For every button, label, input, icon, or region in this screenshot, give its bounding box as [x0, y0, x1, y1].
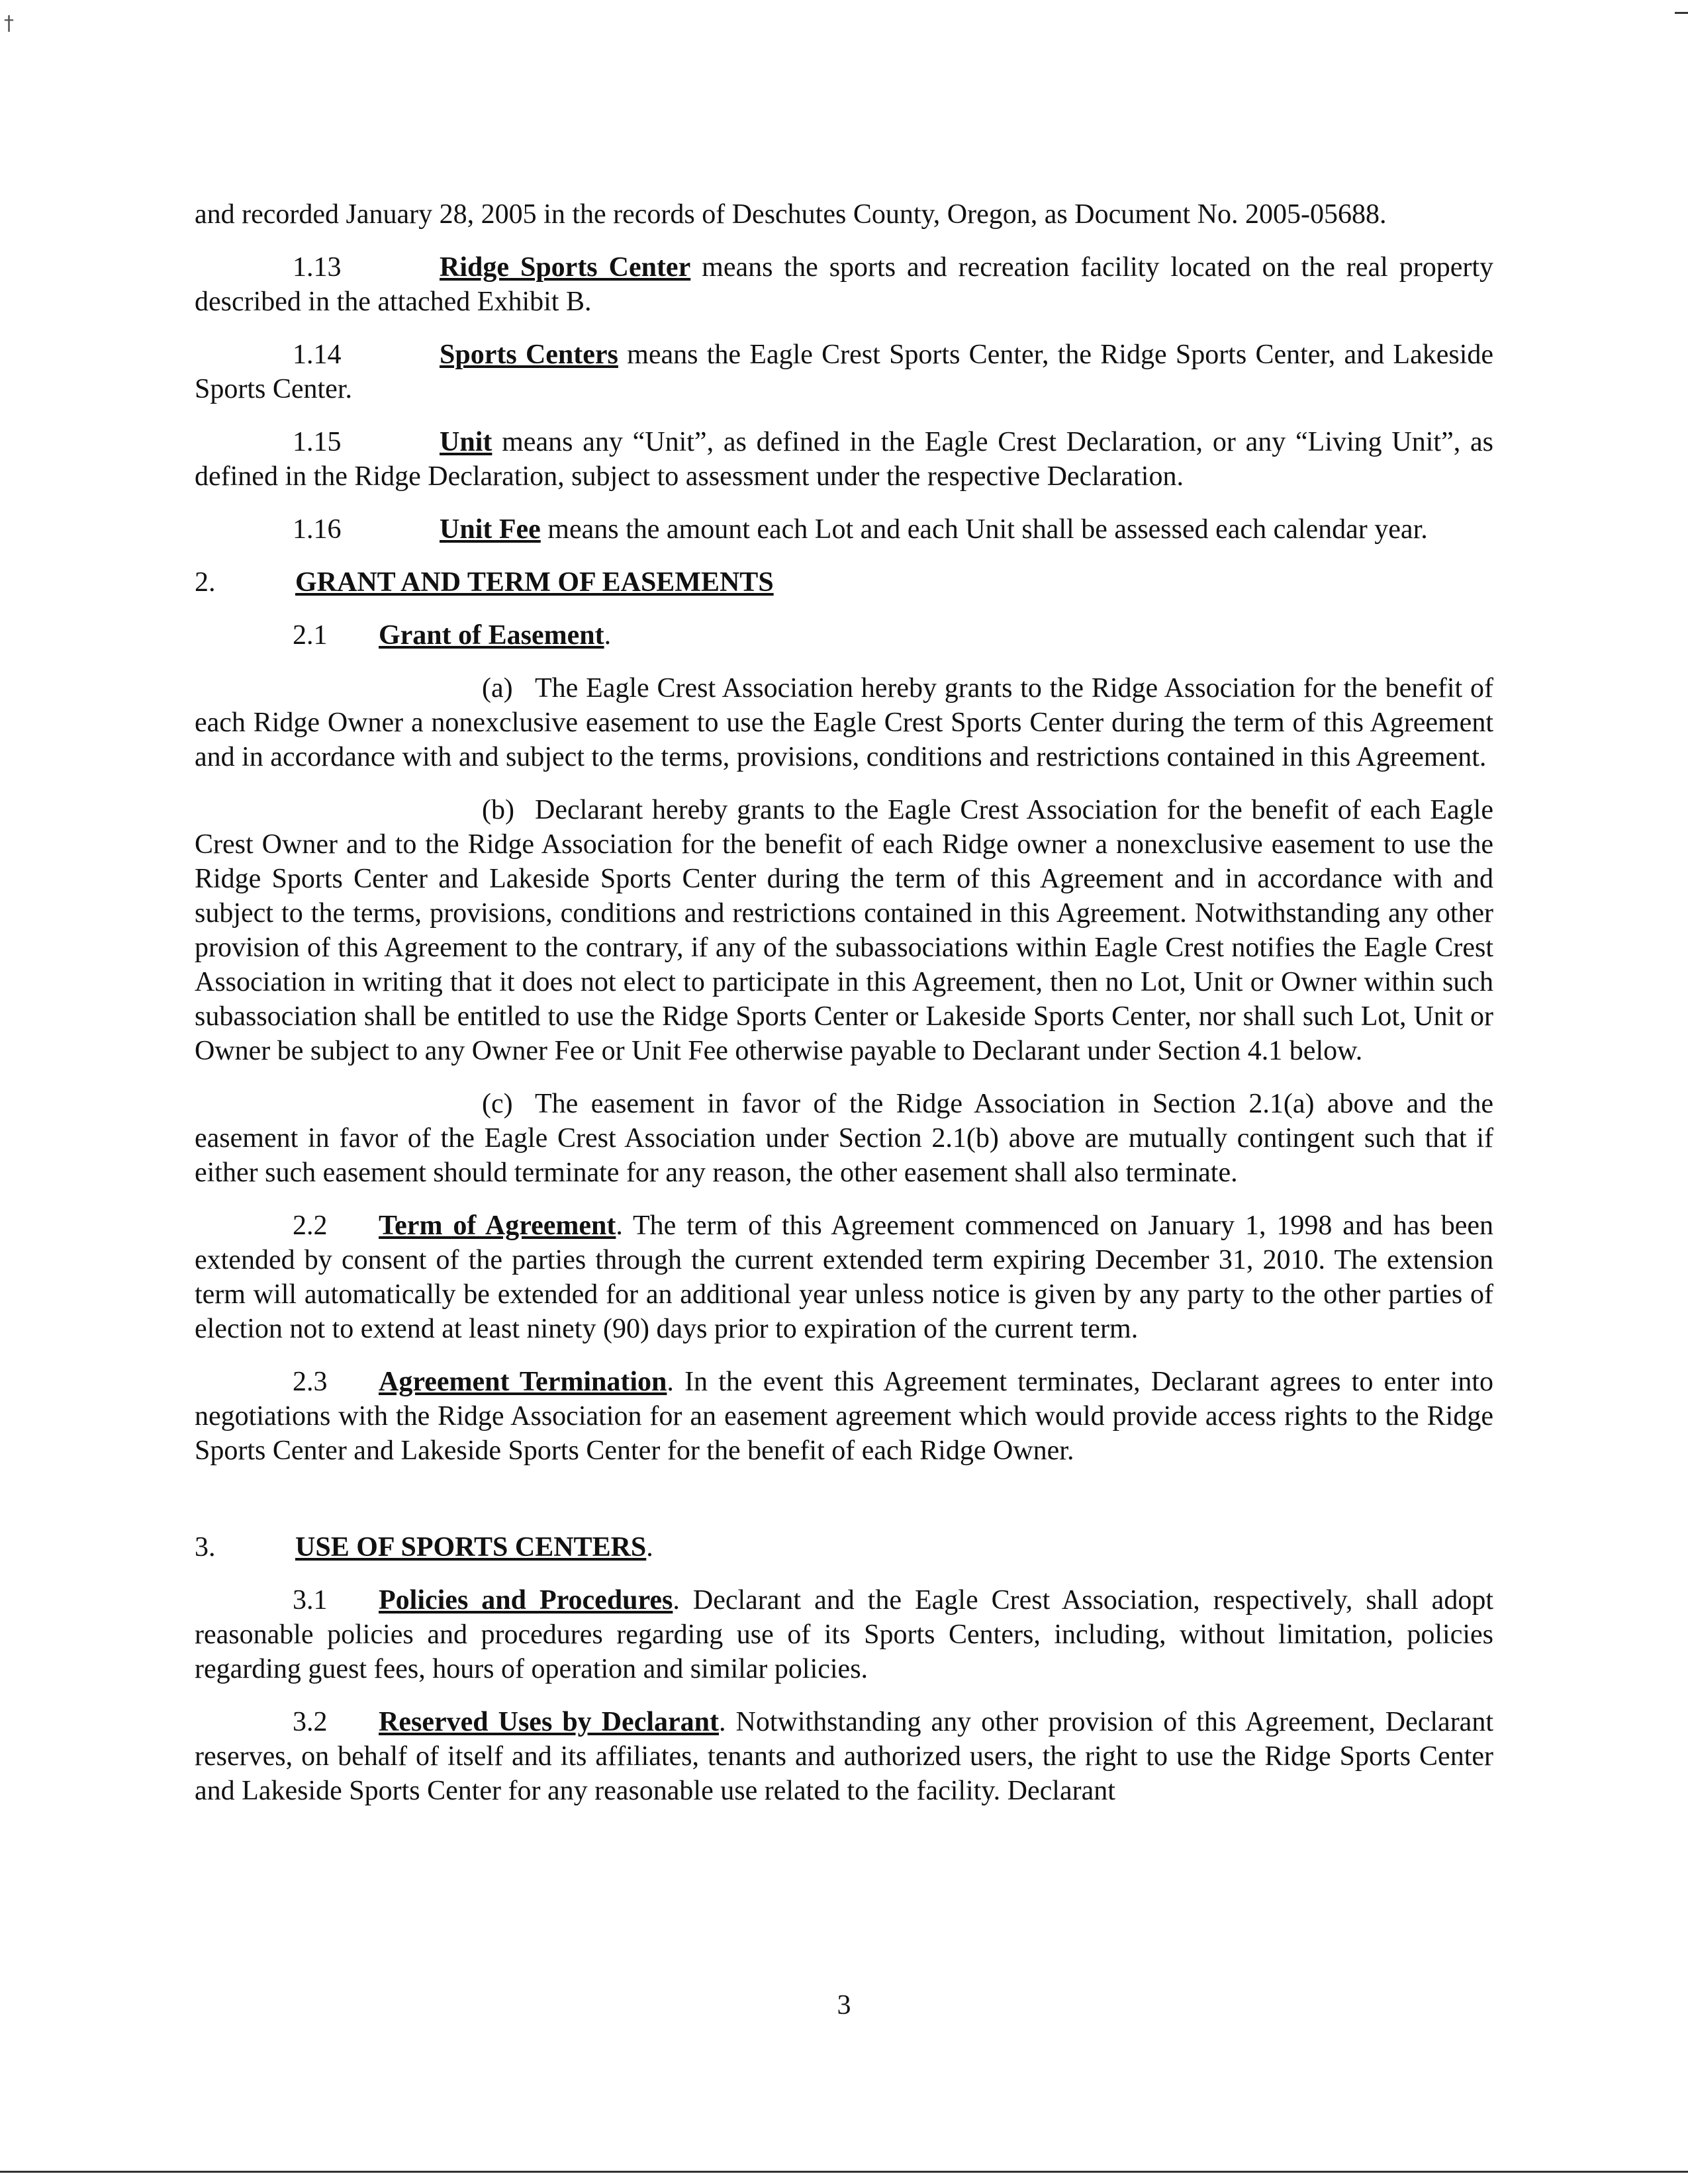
subsection-2-2	[195, 1208, 1493, 1346]
section-gap	[195, 1486, 1493, 1530]
continuation-paragraph: and recorded January 28, 2005 in the records of Deschutes County, Oregon, as Document No. 2005-05688.	[195, 199, 1387, 230]
section-number: 2.	[195, 567, 216, 598]
section-punct: .	[646, 1532, 653, 1563]
subsection-number: 2.2	[293, 1210, 328, 1241]
scan-edge-tick	[1675, 12, 1688, 14]
document-body	[195, 197, 1493, 1827]
clause-label: (c)	[482, 1089, 513, 1119]
definition-text: means the Eagle Crest Sports Center, the Ridge Sports Center, and Lakeside Sports Center.	[195, 340, 1494, 404]
clause-text: Declarant hereby grants to the Eagle Crest Association for the benefit of each Eagle Crest Owner and to the Ridge Association for the benefit of each Ridge owner a nonexclusive easement to use the Ridge Sports Center and Lakeside Sports Center during the term of this Agreement and in accordance with and subject to the terms, provisions, conditions and restrictions contained in this Agreement. Notwithstanding any other provision of this Agreement to the contrary, if any of the subassociations within Eagle Crest notifies the Eagle Crest Association in writing that it does not elect to participate in this Agreement, then no Lot, Unit or Owner within such subassociation shall be entitled to use the Ridge Sports Center or Lakeside Sports Center, nor shall such Lot, Unit or Owner be subject to any Owner Fee or Unit Fee otherwise payable to Declarant under Section 4.1 below.	[195, 795, 1493, 1066]
subsection-punct: .	[604, 620, 612, 651]
definition-number: 1.14	[293, 340, 342, 370]
definition-text: means any “Unit”, as defined in the Eagle Crest Declaration, or any “Living Unit”, as defined in the Ridge Declaration, subject to assessment under the respective Declaration.	[195, 427, 1493, 492]
definition-number: 1.16	[293, 514, 342, 545]
definition-text: means the amount each Lot and each Unit shall be assessed each calendar year.	[540, 514, 1428, 545]
clause-label: (b)	[482, 795, 514, 825]
subsection-text: . The term of this Agreement commenced on January 1, 1998 and has been extended by consent of the parties through the current extended term expiring December 31, 2010. The extension term will automatically be extended for an additional year unless notice is given by any party to the other parties of election not to extend at least ninety (90) days prior to expiration of the current term.	[195, 1210, 1493, 1344]
definition-1-15	[195, 425, 1493, 494]
scan-edge-line	[0, 2171, 1688, 2173]
section-3-heading	[195, 1530, 1493, 1565]
subsection-number: 2.3	[293, 1367, 328, 1397]
clause-text: The easement in favor of the Ridge Association in Section 2.1(a) above and the easement in favor of the Eagle Crest Association under Section 2.1(b) above are mutually contingent such that if either such easement should terminate for any reason, the other easement shall also terminate.	[195, 1089, 1493, 1188]
page-number: 3	[837, 1990, 851, 2021]
definition-term: Sports Centers	[440, 340, 618, 370]
subsection-title: Policies and Procedures	[379, 1585, 673, 1615]
subsection-text: . Notwithstanding any other provision of this Agreement, Declarant reserves, on behalf of itself and its affiliates, tenants and authorized users, the right to use the Ridge Sports Center and Lakeside Sports Center for any reasonable use related to the facility. Declarant	[195, 1707, 1493, 1806]
definition-1-16	[195, 512, 1493, 547]
definition-term: Unit	[440, 427, 492, 457]
clause-2-1-c	[195, 1087, 1493, 1190]
section-title: GRANT AND TERM OF EASEMENTS	[295, 567, 774, 598]
definition-number: 1.15	[293, 427, 342, 457]
definition-term: Unit Fee	[440, 514, 541, 545]
subsection-2-1-heading	[195, 618, 1493, 653]
definition-1-14	[195, 338, 1493, 406]
subsection-title: Reserved Uses by Declarant	[379, 1707, 719, 1737]
subsection-number: 3.1	[293, 1585, 328, 1615]
subsection-title: Term of Agreement	[379, 1210, 616, 1241]
subsection-title: Agreement Termination	[379, 1367, 667, 1397]
subsection-number: 3.2	[293, 1707, 328, 1737]
subsection-3-1	[195, 1583, 1493, 1686]
section-number: 3.	[195, 1532, 216, 1563]
definition-term: Ridge Sports Center	[440, 252, 691, 283]
subsection-text: . In the event this Agreement terminates, Declarant agrees to enter into negotiations with the Ridge Association for an easement agreement which would provide access rights to the Ridge Sports Center and Lakeside Sports Center for the benefit of each Ridge Owner.	[195, 1367, 1493, 1466]
definition-text: means the sports and recreation facility located on the real property described in the attached Exhibit B.	[195, 252, 1493, 317]
section-2-heading	[195, 565, 1493, 600]
subsection-2-3	[195, 1365, 1493, 1468]
subsection-title: Grant of Easement	[379, 620, 604, 651]
clause-2-1-b	[195, 793, 1493, 1068]
scan-speck: †	[4, 12, 14, 35]
clause-text: The Eagle Crest Association hereby grants to the Ridge Association for the benefit of each Ridge Owner a nonexclusive easement to use the Eagle Crest Sports Center during the term of this Agreement and in accordance with and subject to the terms, provisions, conditions and restrictions contained in this Agreement.	[195, 673, 1493, 772]
clause-2-1-a	[195, 671, 1493, 774]
definition-number: 1.13	[293, 252, 342, 283]
clause-label: (a)	[482, 673, 513, 704]
subsection-text: . Declarant and the Eagle Crest Association, respectively, shall adopt reasonable policies and procedures regarding use of its Sports Centers, including, without limitation, policies regarding guest fees, hours of operation and similar policies.	[195, 1585, 1493, 1684]
subsection-3-2	[195, 1705, 1493, 1808]
subsection-number: 2.1	[293, 620, 328, 651]
section-title: USE OF SPORTS CENTERS	[295, 1532, 647, 1563]
definition-1-13	[195, 250, 1493, 319]
